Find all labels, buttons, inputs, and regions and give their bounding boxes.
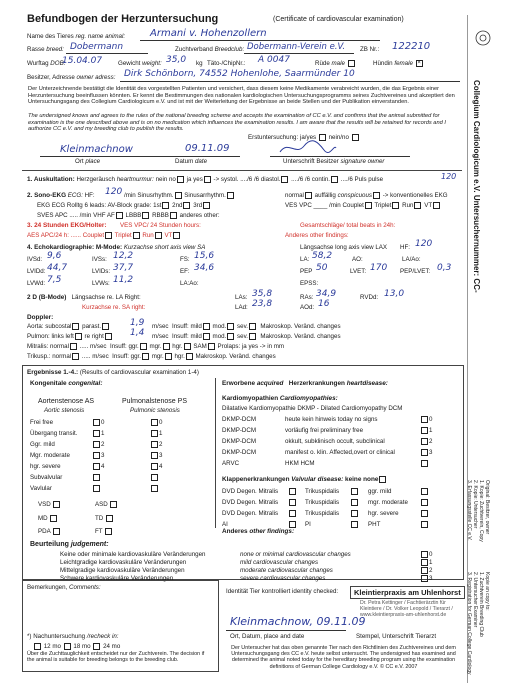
lax-label: Längsachse long axis view LAX bbox=[300, 244, 388, 251]
vet-place-date[interactable]: Kleinmachnow, 09.11.09 bbox=[230, 615, 366, 628]
dvd-tri-option[interactable] bbox=[350, 488, 359, 495]
ps-option[interactable] bbox=[150, 485, 159, 492]
dcm-row-label: DKMP-DCM bbox=[222, 427, 257, 434]
holter-label: 3. 24 Stunden EKG/Holter: bbox=[27, 222, 107, 229]
lax-hf-label: HF: bbox=[400, 244, 410, 251]
pulmon-rest: m/sec Insuff: mild mod. sev. Makroskop. Veränd. changes bbox=[152, 333, 341, 341]
sidebar-main: Collegium Cardiologicum e.V. Untersuchernummer: CC- bbox=[472, 80, 481, 293]
congenital-row-label: Subvalvular bbox=[30, 474, 63, 481]
dvd-mitral-option[interactable] bbox=[288, 510, 297, 517]
club-field[interactable]: Dobermann-Verein e.V. bbox=[247, 42, 346, 52]
ps-option[interactable]: 4 bbox=[150, 463, 162, 470]
name-label: Name des Tieres reg. name animal: bbox=[27, 33, 126, 40]
other-findings: Anderes other findings: bbox=[222, 528, 295, 535]
dvd-tri-label: PI bbox=[305, 521, 311, 528]
as-option[interactable]: 3 bbox=[92, 452, 104, 459]
sex-female-label: Hündin female × bbox=[373, 60, 421, 68]
as-option[interactable] bbox=[92, 474, 101, 481]
ps-option[interactable]: 0 bbox=[150, 419, 162, 426]
dvd-tri-label: Trikuspidalis bbox=[305, 499, 340, 506]
sves-row: SVES APC ..... /min VHF AF LBBB RBBB anderes other: bbox=[37, 212, 220, 220]
dcm-row-desc: HKM HCM bbox=[285, 460, 315, 467]
dcm-row-option[interactable]: 1 bbox=[420, 427, 432, 434]
sex-male-label: Rüde male bbox=[315, 60, 356, 67]
pep-lvet-field[interactable]: 0,3 bbox=[437, 263, 452, 273]
form-subtitle: (Certificate of cardiovascular examination) bbox=[273, 16, 404, 23]
dob-label: Wurftag DOB: bbox=[27, 60, 66, 67]
lvidd-label: LVIDd: bbox=[27, 268, 46, 275]
owner-label: Besitzer, Adresse owner adress: bbox=[27, 74, 116, 81]
md-label: MD bbox=[38, 515, 58, 522]
td-label: TD bbox=[95, 515, 114, 522]
declaration-en: The undersigned knows and agrees to the rules of the national breeding scheme and accepts the examination of CC e.V. and confirms that the animal submitted for examination is the one described above and is on no medication which influences the examination results. I am aware that the results will be retained for records and I authorize CC e.V. and my breeding club to publish the results. bbox=[28, 113, 446, 133]
pep-label: PEP bbox=[300, 268, 313, 275]
aorta-row: Aorta: subcostal parast. bbox=[27, 323, 110, 330]
lvws-field[interactable]: 11,2 bbox=[113, 275, 134, 285]
place-label: Ort place bbox=[75, 158, 101, 165]
la-label: LA: bbox=[300, 256, 310, 263]
clinic-name: Kleintierpraxis am Uhlenhorst bbox=[350, 586, 465, 599]
aes-row: AES APC/24 h: ...... Couplet Triplet Run VT bbox=[27, 232, 181, 239]
dcm-title: Dilatative Kardiomyopathie DKMP - Dilated Cardiomyopathy DCM bbox=[222, 405, 403, 412]
dvd-tri-option[interactable] bbox=[350, 499, 359, 506]
ef-field[interactable]: 34,6 bbox=[194, 263, 215, 273]
declaration-de: Der Unterzeichnende bestätigt die Identität des vorgestellten Patienten und versichert, dass diesem keine Medikamente verabreicht wurden, die das Ergebnis einer Herzuntersuchung beeinflussen könnten. Er kennt die Bestimmungen des nationalen kardiologischen Untersuchungsprogramms seines Zuchtvereines und akzeptiert den Untersuchungsgang des Collegium Cardiologicum e.V. und ist mit der Weiterleitung der Ergebnisse an beide Stellen und der Publikation einverstanden. bbox=[28, 86, 455, 106]
judgement-title: Beurteilung judgement: bbox=[30, 541, 109, 548]
vet-stamp: Dr. Petra Kettinger / Fachtierärztin für Kleintiere / Dr. Volker Leopold / Tierarzt / www.kleintierpraxis-am-uhlenhorst.de bbox=[360, 600, 453, 618]
weight-label: Gewicht weight: bbox=[118, 60, 162, 67]
zb-label: ZB Nr.: bbox=[360, 46, 380, 53]
dvd-grade: hgr. severe bbox=[368, 510, 399, 517]
dvd-tri-option[interactable] bbox=[350, 510, 359, 517]
dvd-grade: ggr. mild bbox=[368, 488, 392, 495]
lvet-field[interactable]: 170 bbox=[370, 263, 388, 273]
recheck-label: *) Nachuntersuchung /recheck in: bbox=[27, 633, 119, 640]
as-title: Aortenstenose AS bbox=[38, 398, 95, 405]
epss-label: EPSS: bbox=[300, 280, 319, 287]
ivsd-label: IVSd: bbox=[27, 256, 43, 263]
las-field[interactable]: 35,8 bbox=[252, 289, 273, 299]
lad-label: LAd: bbox=[235, 304, 248, 311]
fs-label: FS: bbox=[180, 256, 190, 263]
sidebar-copy-1: 1. Zuchtverein Breeding Club bbox=[478, 572, 484, 637]
as-option[interactable]: 4 bbox=[92, 463, 104, 470]
valvular-title: Klappenerkrankungen Valvular disease: keine none bbox=[222, 476, 387, 483]
dvd-grade-option[interactable] bbox=[420, 499, 429, 506]
congenital-row-label: Vavlular bbox=[30, 485, 52, 492]
pda-label: PDA bbox=[38, 528, 61, 535]
ef-label: EF: bbox=[180, 268, 190, 275]
form-title: Befundbogen der Herzuntersuchung bbox=[27, 13, 219, 25]
dcm-row-option[interactable]: 3 bbox=[420, 449, 432, 456]
ps-option[interactable]: 2 bbox=[150, 441, 162, 448]
chip-field[interactable]: A 0047 bbox=[258, 55, 290, 65]
vet-place-label: Ort, Datum, place and date bbox=[230, 633, 305, 640]
dvd-mitral-option[interactable] bbox=[288, 499, 297, 506]
la-field[interactable]: 58,2 bbox=[312, 251, 333, 261]
judgement-row-en: none or minimal cardiovascular changes bbox=[240, 551, 351, 558]
doppler-label: Doppler: bbox=[27, 314, 54, 321]
lad-field[interactable]: 23,8 bbox=[252, 299, 273, 309]
sidebar-note-3: 2. Kopie: Untersucher bbox=[472, 480, 478, 529]
ivsd-field[interactable]: 9,6 bbox=[47, 251, 62, 261]
ps-subtitle: Pulmonic stenosis bbox=[130, 407, 180, 414]
bottom-note: Der Untersucher hat das oben genannte Tier nach den Richtlinien des Zuchtvereines und dem Untersuchungsgang des CC e.V. heute selbst untersucht. The undersigned has examined and determined the animal noted today for the hereditary breeding program using the examination definitions of German College Cardiology e.V. © CC e.V. 2007 bbox=[231, 645, 456, 670]
la-ao-label: LA:Ao: bbox=[180, 280, 199, 287]
congenital-row-label: hgr. severe bbox=[30, 463, 61, 470]
auscultation-row: 1. Auskultation: Herzgeräusch heartmurmur: nein no ja yes -> systol. ..../6 /6 diastol. ..../6 /6 contin. ..../6 Puls pulse bbox=[27, 176, 384, 184]
judgement-row-en: moderate cardiovascular changes bbox=[240, 567, 333, 574]
as-option[interactable]: 0 bbox=[92, 419, 104, 426]
dvd-row-label: AI bbox=[222, 521, 228, 528]
owner-field[interactable]: Dirk Schönborn, 74552 Hohenlohe, Saarmünder 10 bbox=[124, 69, 355, 79]
hf-field[interactable]: 120 bbox=[105, 187, 123, 197]
lvwd-label: LVWd: bbox=[27, 280, 46, 287]
judgement-row-de: Leichtgradige kardiovaskuläre Veränderungen bbox=[60, 559, 187, 566]
dvd-row-label: DVD Degen. Mitralis bbox=[222, 488, 279, 495]
date-label: Datum date bbox=[175, 158, 208, 165]
cardiomyo-title: Kardiomyopathien Cardiomyopathies: bbox=[222, 395, 338, 402]
normal-label: normal auffällig conspicuous -> konventionelles EKG bbox=[285, 192, 448, 200]
holter-total: Gesamtschläge/ total beats in 24h: bbox=[300, 222, 396, 229]
mitral-row: Mitralis: normal ..... m/sec Insuff: ggr. mgr. hgr. SAM Prolaps: ja yes -> in mm bbox=[27, 343, 285, 351]
las-label: LAs: bbox=[235, 294, 248, 301]
name-field[interactable]: Armani v. Hohenzollern bbox=[150, 28, 267, 39]
dcm-row-label: ARVC bbox=[222, 460, 240, 467]
sidebar-copies: Kopie an copy to: bbox=[484, 572, 490, 611]
bmode-row: 2 D (B-Mode) Längsachse re. LA Right: bbox=[27, 294, 141, 301]
judgement-row-de: Keine oder minimale kardiovaskuläre Veränderungen bbox=[60, 551, 206, 558]
chip-label: Täto-/ChipNr.: bbox=[207, 60, 246, 67]
as-option[interactable]: 2 bbox=[92, 441, 104, 448]
lvids-label: LVIDs: bbox=[92, 268, 111, 275]
lvet-label: LVET: bbox=[350, 268, 367, 275]
vsd-label: VSD bbox=[38, 501, 61, 508]
pep-field[interactable]: 50 bbox=[316, 263, 328, 273]
weight-unit: kg bbox=[196, 60, 203, 67]
asd-label: ASD bbox=[95, 501, 118, 508]
dcm-row-desc: manifest o. klin. Affected,overt or clinical bbox=[285, 449, 395, 456]
judgement-option[interactable]: 1 bbox=[420, 559, 432, 566]
aorta-velocity-field[interactable]: 1,9 bbox=[130, 318, 145, 328]
dcm-row-option[interactable]: 2 bbox=[420, 438, 432, 445]
lvwd-field[interactable]: 7,5 bbox=[47, 275, 62, 285]
judgement-row-de: Mittelgradige kardiovaskuläre Veränderungen bbox=[60, 567, 185, 574]
sidebar-note-2: 1. Kopie: Zuchtverein, Copy bbox=[478, 480, 484, 542]
judgement-row-en: mild cardiovascular changes bbox=[240, 559, 319, 566]
pulmon-row: Pulmon: links left re right bbox=[27, 333, 113, 340]
sidebar-logo bbox=[475, 30, 491, 51]
pep-lvet-label: PEP/LVET: bbox=[400, 268, 431, 275]
ps-option[interactable]: 3 bbox=[150, 452, 162, 459]
dvd-tri-label: Trikuspidalis bbox=[305, 488, 340, 495]
date-field[interactable]: 09.11.09 bbox=[185, 143, 230, 154]
results-title: Ergebnisse 1.-4.: (Results of cardiovascular examination 1-4) bbox=[27, 369, 199, 376]
dcm-row-desc: heute kein hinweis today no signs bbox=[285, 416, 378, 423]
ivss-field[interactable]: 12,2 bbox=[113, 251, 134, 261]
vet-stamp-label: Stempel, Unterschrift Tierarzt bbox=[356, 633, 437, 640]
remarks-label: Bemerkungen, Comments: bbox=[27, 584, 101, 591]
ao-label: AO: bbox=[352, 256, 363, 263]
dvd-grade: mgr. moderate bbox=[368, 499, 408, 506]
ves-row: VES VPC ____ /min Couplet Triplet Run VT bbox=[285, 202, 441, 209]
dvd-grade-option[interactable] bbox=[420, 488, 429, 495]
ps-title: Pulmonalstenose PS bbox=[122, 398, 187, 405]
lvids-field[interactable]: 37,7 bbox=[113, 263, 134, 273]
ras-field[interactable]: 34,9 bbox=[316, 289, 337, 299]
dvd-row-label: DVD Degen. Mitralis bbox=[222, 510, 279, 517]
pulmon-velocity-field[interactable]: 1,4 bbox=[130, 328, 145, 338]
rvdd-field[interactable]: 13,0 bbox=[384, 289, 405, 299]
dcm-row-label: DKMP-DCM bbox=[222, 449, 257, 456]
sono-row: 2. Sono-EKG ECG: HF: bbox=[27, 192, 95, 199]
aod-label: AOd: bbox=[300, 304, 315, 311]
zb-field[interactable]: 122210 bbox=[392, 41, 431, 52]
aorta-rest: m/sec Insuff: mild mod. sev. Makroskop. Veränd. changes bbox=[152, 323, 341, 331]
laao-label: LA/Ao: bbox=[402, 256, 421, 263]
congenital-row-label: Übergang transit. bbox=[30, 430, 78, 437]
dvd-grade: PHT bbox=[368, 521, 381, 528]
sidebar-note-1: Original: Besitzer, owner bbox=[484, 480, 490, 535]
sidebar-copy-2: 2. Untersucher Examiner bbox=[472, 572, 478, 628]
dvd-tri-option[interactable] bbox=[350, 521, 359, 528]
dob-field[interactable]: 15.04.07 bbox=[62, 56, 103, 66]
trikusp-row: Trikusp.: normal ..... m/sec Insuff: ggr. mgr. hgr. Makroskop. Veränd. changes bbox=[27, 353, 276, 361]
as-option[interactable]: 1 bbox=[92, 430, 104, 437]
congenital-row-label: Ggr. mild bbox=[30, 441, 55, 448]
recheck-options[interactable]: 12 mo 18 mo 24 mo bbox=[33, 643, 120, 650]
judgement-option[interactable]: 2 bbox=[420, 567, 432, 574]
congenital-title: Kongenitale congenital: bbox=[30, 380, 103, 387]
lvws-label: LVWs: bbox=[92, 280, 110, 287]
aod-field[interactable]: 16 bbox=[318, 299, 330, 309]
bmode-sa: Kurzachse re. SA right: bbox=[82, 304, 146, 311]
dvd-row-label: DVD Degen. Mitralis bbox=[222, 499, 279, 506]
judgement-row-de: Schwere kardiovaskuläre Veränderungen bbox=[60, 575, 174, 582]
dvd-grade-option[interactable] bbox=[420, 510, 429, 517]
ekg-row: EKG ECG Rolltg 6 leads: AV-Block grade: 1st 2nd 3rd bbox=[37, 202, 211, 209]
ps-option[interactable] bbox=[150, 474, 159, 481]
place-field[interactable]: Kleinmachnow bbox=[60, 144, 133, 155]
judgement-row-en: severe cardiovascular changes bbox=[240, 575, 326, 582]
ft-label: FT bbox=[95, 528, 113, 535]
lvidd-field[interactable]: 44,7 bbox=[47, 263, 68, 273]
judgement-option[interactable]: 0 bbox=[420, 551, 432, 558]
congenital-row-label: Mgr. moderate bbox=[30, 452, 70, 459]
recheck-note: Über die Zuchttauglichkeit entscheidet nur der Zuchtverein. The decision if the animal is suitable for breeding belongs to the breeding club. bbox=[27, 651, 205, 663]
dcm-row-option[interactable] bbox=[420, 460, 429, 467]
dcm-row-label: DKMP-DCM bbox=[222, 438, 257, 445]
as-option[interactable] bbox=[92, 485, 101, 492]
anders-row: Anderes other findings: bbox=[285, 232, 349, 239]
dcm-row-option[interactable]: 0 bbox=[420, 416, 432, 423]
dcm-row-label: DKMP-DCM bbox=[222, 416, 257, 423]
holter-ves: VES VPC/ 24 Stunden hours: bbox=[120, 222, 201, 229]
echo-row: 4. Echokardiographie: M-Mode: Kurzachse short axis view SA bbox=[27, 244, 206, 251]
weight-field[interactable]: 35,0 bbox=[166, 55, 187, 65]
rvdd-label: RVDd: bbox=[360, 294, 379, 301]
ivss-label: IVSs: bbox=[92, 256, 107, 263]
dvd-mitral-option[interactable] bbox=[288, 488, 297, 495]
fs-field[interactable]: 15,6 bbox=[194, 251, 215, 261]
ps-option[interactable]: 1 bbox=[150, 430, 162, 437]
identity-label: Identität Tier kontrolliert identity checked: bbox=[226, 588, 339, 595]
sidebar-note-4: 3. Erfassungsstelle CC e.V. bbox=[466, 480, 472, 541]
sidebar-copy-3: 3. Registration for German College Cardiology bbox=[466, 572, 472, 675]
rhythm-label: /min Sinusrhythm. Sinusarrhythm. bbox=[124, 192, 235, 199]
dcm-row-desc: vorläufig frei preliminary free bbox=[285, 427, 364, 434]
breed-label: Rasse breed: bbox=[27, 46, 64, 53]
judgement-option[interactable]: 3 bbox=[420, 575, 432, 582]
owner-sig-label: Unterschrift Besitzer signature owner bbox=[283, 158, 385, 165]
pulse-field[interactable]: 120 bbox=[441, 172, 457, 181]
dvd-tri-label: Trikuspidalis bbox=[305, 510, 340, 517]
as-subtitle: Aortic stenosis bbox=[44, 407, 85, 414]
dvd-grade-option[interactable] bbox=[420, 521, 429, 528]
acquired-title: Erworbene acquired Herzerkrankungen heartdisease: bbox=[222, 380, 388, 387]
ras-label: RAs: bbox=[300, 294, 314, 301]
breed-field[interactable]: Dobermann bbox=[70, 42, 124, 52]
consent-label: Erstuntersuchung: ja/yes nein/no bbox=[248, 134, 360, 141]
dcm-row-desc: okkult, subklinisch occult, subclinical bbox=[285, 438, 385, 445]
congenital-row-label: Frei free bbox=[30, 419, 54, 426]
club-label: Zuchtverband Breedclub: bbox=[175, 46, 245, 53]
lax-hf-field[interactable]: 120 bbox=[415, 239, 433, 249]
